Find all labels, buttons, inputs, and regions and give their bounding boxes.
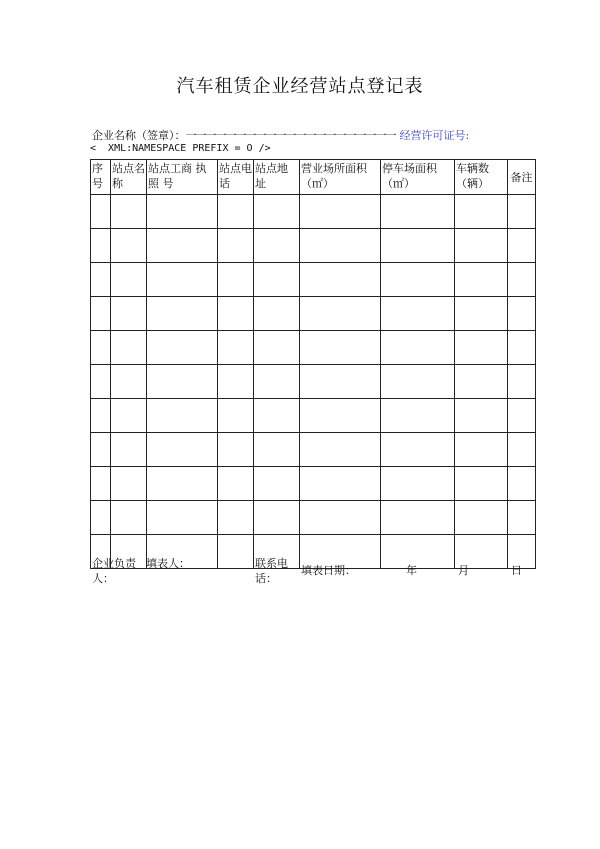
table-cell	[111, 229, 147, 263]
header-business-license: 站点工商 执照 号	[147, 160, 218, 195]
table-cell	[381, 195, 455, 229]
table-cell	[455, 331, 508, 365]
table-cell	[508, 195, 536, 229]
table-cell	[147, 297, 218, 331]
table-cell	[254, 433, 300, 467]
header-station-address: 站点地址	[254, 160, 300, 195]
table-cell	[254, 365, 300, 399]
table-cell	[508, 467, 536, 501]
table-row	[91, 399, 536, 433]
table-cell	[300, 229, 381, 263]
table-cell	[218, 297, 254, 331]
table-cell	[111, 297, 147, 331]
table-row	[91, 331, 536, 365]
table-cell	[381, 501, 455, 535]
table-cell	[455, 399, 508, 433]
table-cell	[300, 331, 381, 365]
header-station-name: 站点名称	[111, 160, 147, 195]
table-cell	[111, 467, 147, 501]
footer-filler: 填表人：	[146, 557, 190, 570]
table-cell	[218, 399, 254, 433]
xml-namespace-artifact: < XML:NAMESPACE PREFIX = O />	[90, 143, 271, 154]
table-cell	[254, 501, 300, 535]
table-cell	[218, 365, 254, 399]
table-cell	[300, 195, 381, 229]
table-cell	[254, 195, 300, 229]
table-cell	[381, 365, 455, 399]
table-row	[91, 297, 536, 331]
table-cell	[508, 433, 536, 467]
table-cell	[455, 297, 508, 331]
footer-person-in-charge: 企业负责人：	[92, 557, 136, 585]
table-cell	[111, 399, 147, 433]
table-cell	[254, 399, 300, 433]
table-row	[91, 195, 536, 229]
footer-contact-phone: 联系电话：	[255, 557, 288, 585]
table-cell	[508, 331, 536, 365]
table-cell	[147, 365, 218, 399]
table-cell	[91, 229, 111, 263]
table-row	[91, 433, 536, 467]
enterprise-name-label: 企业名称（签章）：	[92, 129, 186, 142]
table-cell	[300, 263, 381, 297]
table-cell	[381, 263, 455, 297]
table-cell	[111, 263, 147, 297]
table-cell	[300, 433, 381, 467]
table-cell	[147, 467, 218, 501]
table-cell	[254, 467, 300, 501]
table-row	[91, 501, 536, 535]
table-cell	[147, 331, 218, 365]
table-cell	[381, 433, 455, 467]
table-row	[91, 467, 536, 501]
table-cell	[508, 297, 536, 331]
table-cell	[147, 399, 218, 433]
table-row	[91, 365, 536, 399]
table-cell	[218, 501, 254, 535]
table-row	[91, 229, 536, 263]
table-cell	[111, 195, 147, 229]
table-cell	[147, 195, 218, 229]
table-header-row	[91, 160, 536, 195]
table-cell	[508, 399, 536, 433]
table-cell	[91, 399, 111, 433]
table-cell	[91, 297, 111, 331]
table-cell	[218, 535, 254, 569]
table-cell	[508, 263, 536, 297]
table-cell	[218, 195, 254, 229]
table-cell	[111, 365, 147, 399]
table-cell	[381, 229, 455, 263]
table-cell	[455, 365, 508, 399]
table-cell	[381, 467, 455, 501]
header-remarks: 备注	[508, 160, 536, 195]
table-cell	[147, 433, 218, 467]
table-cell	[300, 399, 381, 433]
table-cell	[381, 331, 455, 365]
table-cell	[455, 433, 508, 467]
table-cell	[455, 501, 508, 535]
table-cell	[300, 365, 381, 399]
table-cell	[111, 331, 147, 365]
table-cell	[147, 229, 218, 263]
table-cell	[508, 365, 536, 399]
table-cell	[218, 331, 254, 365]
footer-date-label: 填表日期：	[301, 564, 356, 577]
table-cell	[300, 467, 381, 501]
table-cell	[91, 501, 111, 535]
table-cell	[254, 263, 300, 297]
table-cell	[147, 501, 218, 535]
footer-day: 日	[511, 564, 522, 577]
header-business-area: 营业场所面积（㎡）	[300, 160, 381, 195]
enterprise-line	[92, 127, 512, 143]
table-cell	[111, 501, 147, 535]
license-number-label: 经营许可证号:	[399, 129, 470, 142]
table-cell	[381, 297, 455, 331]
table-cell	[254, 297, 300, 331]
table-cell	[508, 501, 536, 535]
table-cell	[300, 297, 381, 331]
table-cell	[218, 467, 254, 501]
table-cell	[381, 535, 455, 569]
table-cell	[254, 331, 300, 365]
table-cell	[91, 433, 111, 467]
header-vehicle-count: 车辆数（辆）	[455, 160, 508, 195]
table-cell	[455, 263, 508, 297]
footer-year: 年	[406, 564, 417, 577]
table-cell	[91, 365, 111, 399]
table-cell	[455, 229, 508, 263]
table-cell	[508, 229, 536, 263]
table-cell	[91, 331, 111, 365]
registration-table	[90, 159, 536, 569]
footer-month: 月	[458, 564, 469, 577]
table-cell	[147, 263, 218, 297]
table-cell	[218, 433, 254, 467]
table-cell	[111, 433, 147, 467]
table-cell	[455, 467, 508, 501]
table-cell	[91, 467, 111, 501]
table-cell	[91, 195, 111, 229]
table-cell	[300, 501, 381, 535]
enterprise-name-blank: 一一一一一一一一一一一一一一一一一一一一一	[185, 129, 396, 142]
header-station-phone: 站点电话	[218, 160, 254, 195]
table-cell	[218, 263, 254, 297]
table-cell	[91, 263, 111, 297]
table-cell	[381, 399, 455, 433]
table-cell	[254, 229, 300, 263]
table-cell	[455, 195, 508, 229]
table-cell	[218, 229, 254, 263]
header-index: 序号	[91, 160, 111, 195]
header-parking-area: 停车场面积（㎡）	[381, 160, 455, 195]
table-row	[91, 263, 536, 297]
form-title: 汽车租赁企业经营站点登记表	[176, 76, 424, 97]
